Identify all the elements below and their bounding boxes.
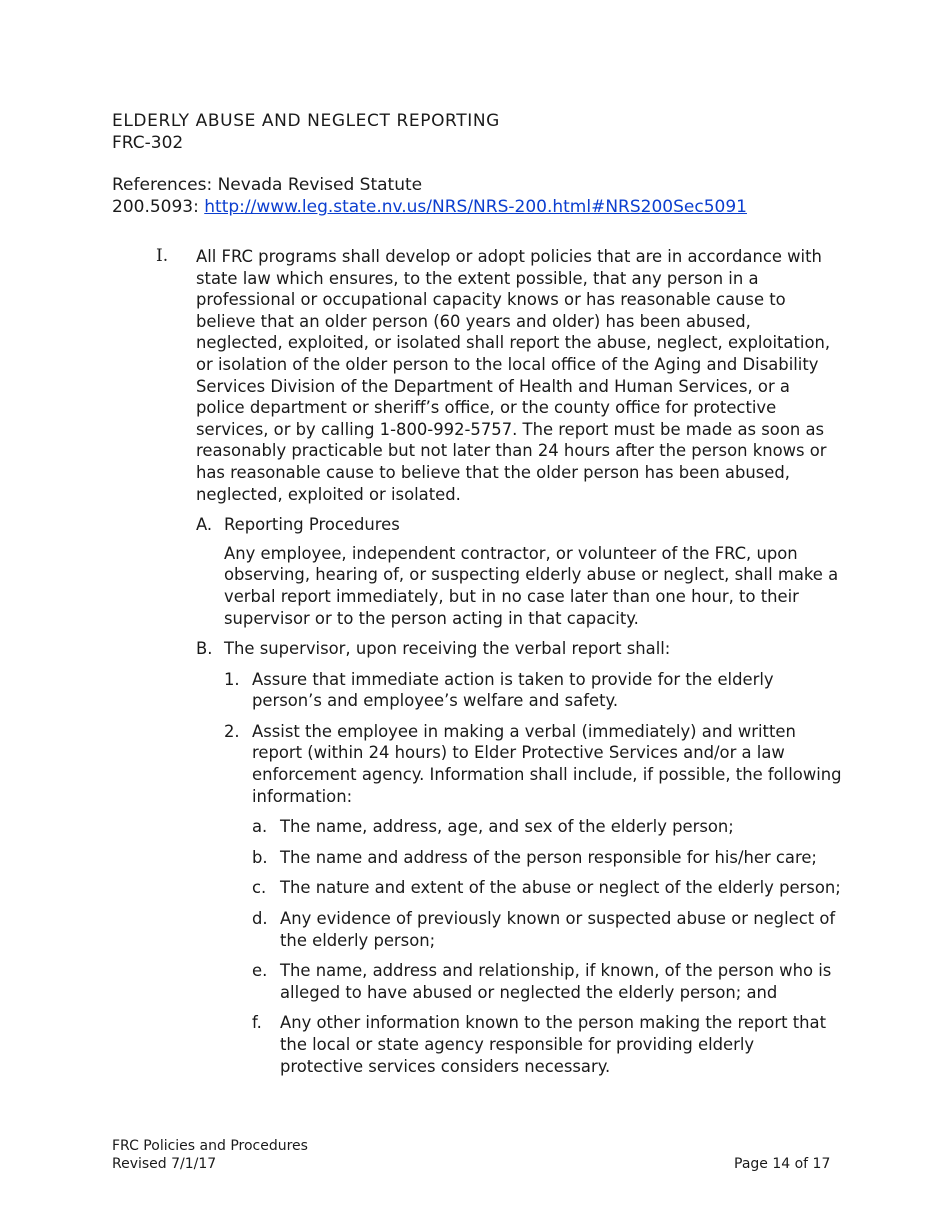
info-c <box>252 877 842 899</box>
info-marker: f. <box>252 1013 262 1033</box>
info-marker: d. <box>252 909 268 929</box>
statute-number: 200.5093: <box>112 197 205 217</box>
document-title: ELDERLY ABUSE AND NEGLECT REPORTING <box>112 111 500 131</box>
item-text: Any employee, independent contractor, or volunteer of the FRC, upon observing, hearing of, or suspecting elderly abuse or neglect, shall make a verbal report immediately, but in no case later than one hour, to their supervisor or to the person acting in that capacity. <box>224 543 839 628</box>
item-marker: B. <box>196 639 213 659</box>
info-marker: c. <box>252 878 267 898</box>
step-text: Assist the employee in making a verbal (immediately) and written report (within 24 hours) to Elder Protective Services and/or a law enforcement agency. Information shall include, if possible, the following information: <box>252 721 842 806</box>
policy-code: FRC-302 <box>112 133 184 153</box>
step-1 <box>224 669 842 712</box>
item-a <box>196 514 842 629</box>
info-text: The nature and extent of the abuse or neglect of the elderly person; <box>280 878 841 898</box>
section-numeral: I. <box>156 246 169 266</box>
document-page <box>112 110 842 1077</box>
step-marker: 1. <box>224 669 240 689</box>
section-i <box>112 246 842 1077</box>
step-text: Assure that immediate action is taken to provide for the elderly person’s and employee’s welfare and safety. <box>252 669 774 711</box>
footer-title: FRC Policies and Procedures <box>112 1138 308 1154</box>
info-e <box>252 960 842 1003</box>
info-marker: e. <box>252 961 268 981</box>
footer-revised: Revised 7/1/17 <box>112 1156 217 1172</box>
info-marker: a. <box>252 817 268 837</box>
info-text: Any evidence of previously known or suspected abuse or neglect of the elderly person; <box>280 909 836 950</box>
info-text: The name, address, age, and sex of the elderly person; <box>280 817 734 837</box>
step-marker: 2. <box>224 721 240 741</box>
info-b <box>252 847 842 869</box>
item-b <box>196 638 842 1077</box>
info-a <box>252 816 842 838</box>
footer <box>112 1137 308 1173</box>
info-text: The name, address and relationship, if known, of the person who is alleged to have abused or neglected the elderly person; and <box>280 961 832 1002</box>
info-marker: b. <box>252 847 268 867</box>
info-f <box>252 1012 842 1077</box>
info-text: Any other information known to the person making the report that the local or state agency responsible for providing elderly protective services considers necessary. <box>280 1013 826 1076</box>
references-line <box>112 196 842 218</box>
page-number: Page 14 of 17 <box>734 1156 831 1172</box>
references-label: References: Nevada Revised Statute <box>112 175 423 195</box>
item-marker: A. <box>196 515 213 535</box>
info-text: The name and address of the person responsible for his/her care; <box>280 847 817 867</box>
step-2 <box>224 721 842 1077</box>
item-heading: Reporting Procedures <box>224 515 400 535</box>
info-d <box>252 908 842 951</box>
item-text: The supervisor, upon receiving the verbal report shall: <box>224 639 671 659</box>
section-text: All FRC programs shall develop or adopt policies that are in accordance with state law which ensures, to the extent possible, that any person in a professional or occupational capacity knows or has reasonable cause to believe that an older person (60 years and older) has been abused, neglected, exploited, or isolated shall report the abuse, neglect, exploitation, or isolation of the older person to the local office of the Aging and Disability Services Division of the Department of Health and Human Services, or a police department or sheriff’s office, or the county office for protective services, or by calling 1-800-992-5757. The report must be made as soon as reasonably practicable but not later than 24 hours after the person knows or has reasonable cause to believe that the older person has been abused, neglected, exploited or isolated. <box>196 247 831 504</box>
statute-link[interactable]: http://www.leg.state.nv.us/NRS/NRS-200.html#NRS200Sec5091 <box>204 197 747 217</box>
